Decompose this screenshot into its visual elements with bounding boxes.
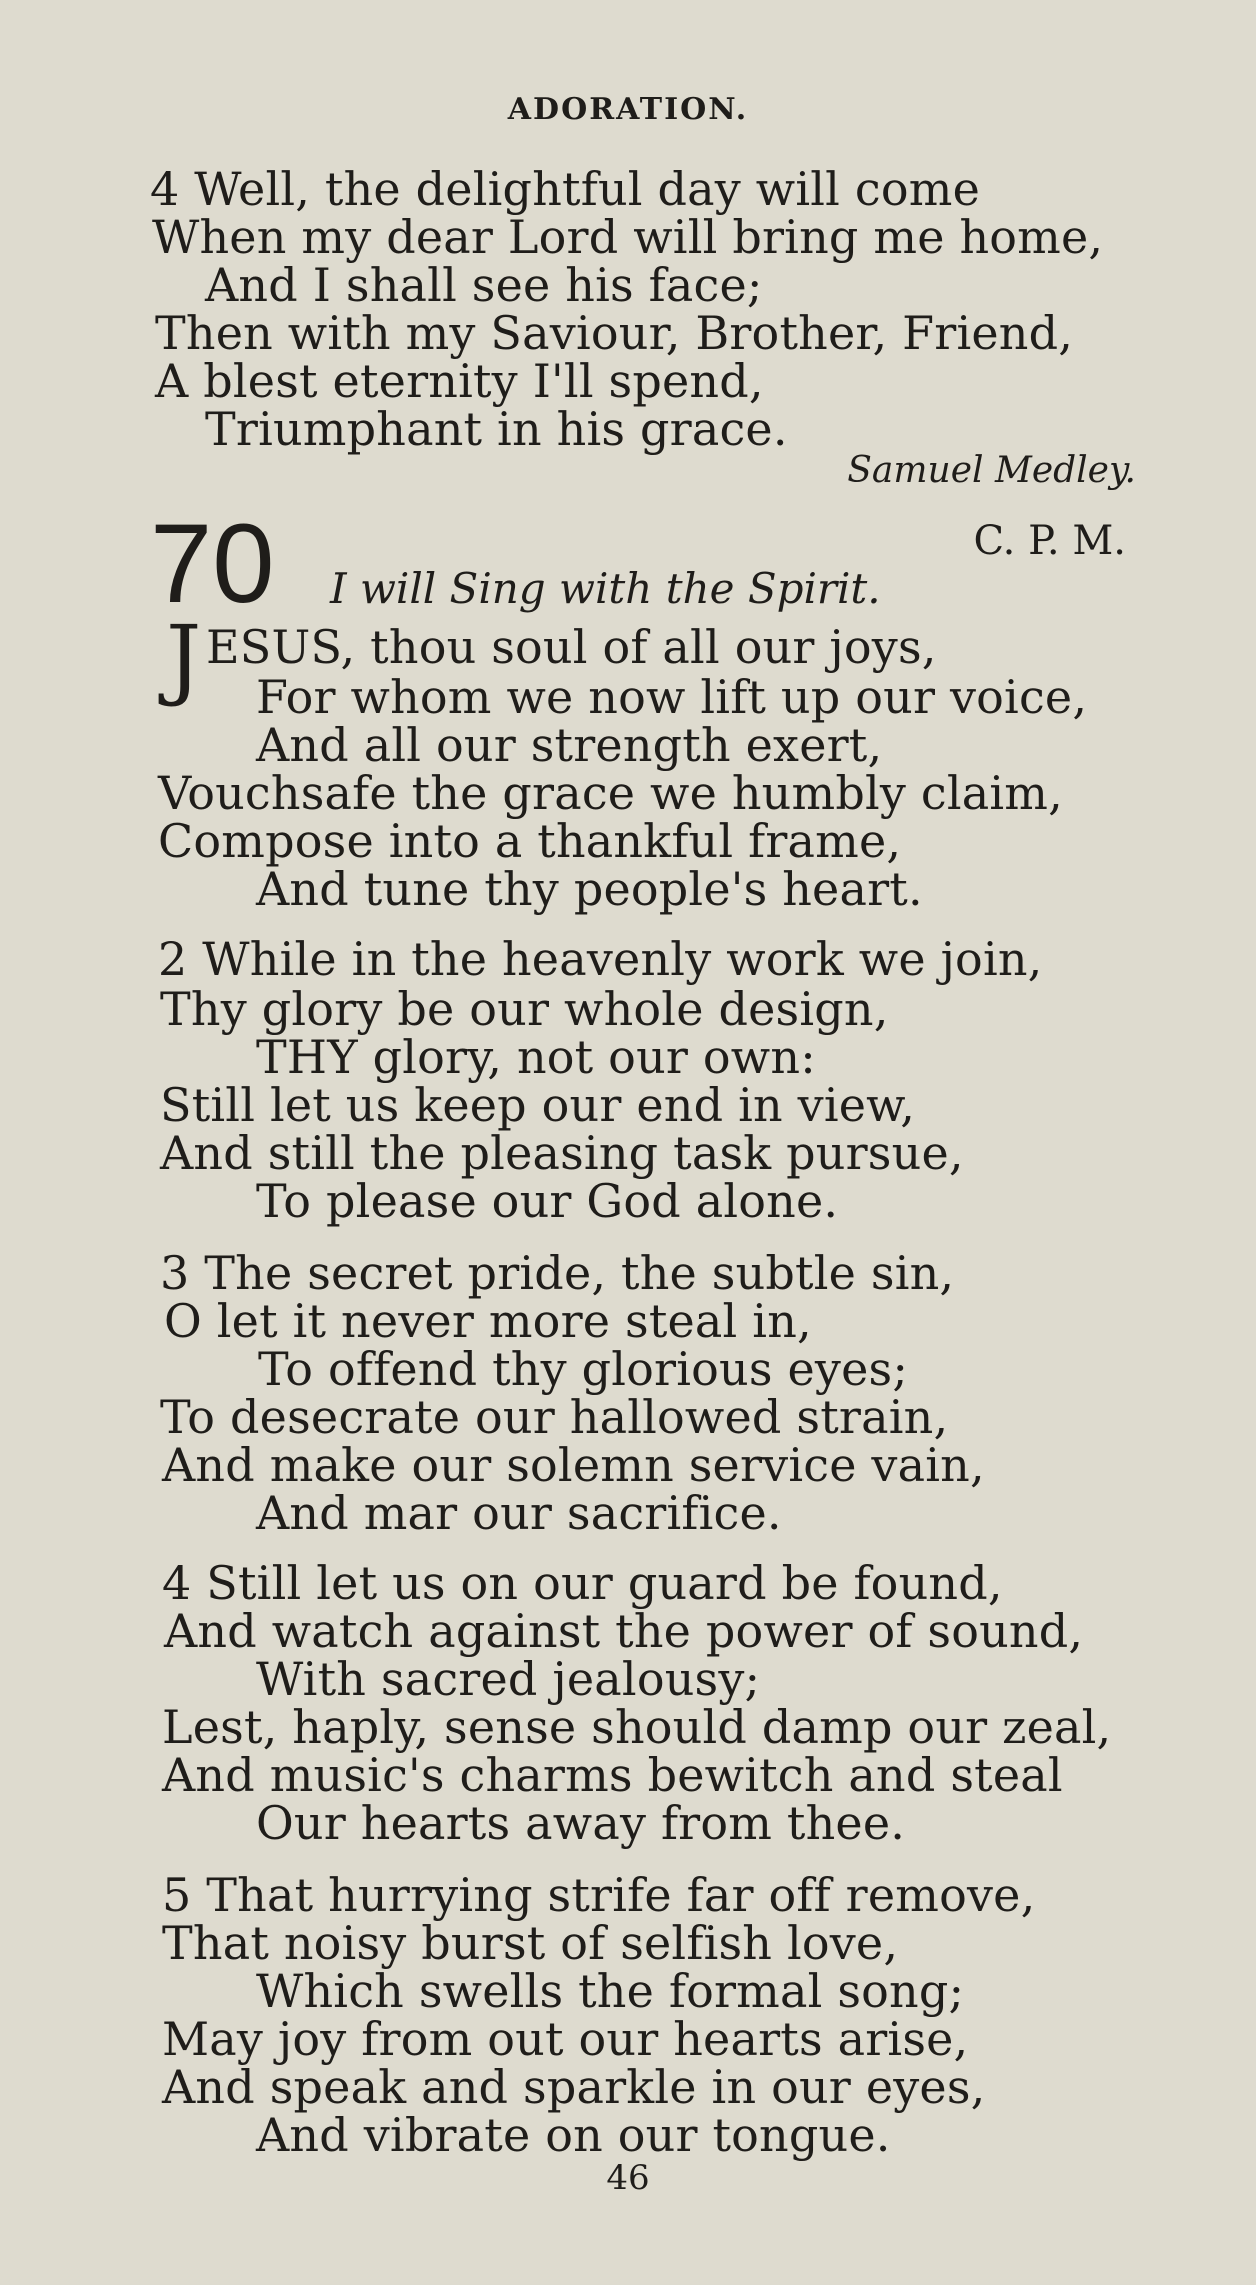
stanza-3-line: To offend thy glorious eyes; [258, 1342, 909, 1396]
previous-hymn-line: Triumphant in his grace. [205, 402, 788, 456]
hymn-meter: C. P. M. [973, 518, 1126, 564]
stanza-2-line: Thy glory be our whole design, [160, 982, 889, 1036]
stanza-5-line: That noisy burst of selfish love, [162, 1916, 899, 1970]
drop-cap-initial: J [166, 606, 202, 709]
stanza-2-line: And still the pleasing task pursue, [160, 1126, 964, 1180]
stanza-1-line: Compose into a thankful frame, [158, 814, 902, 868]
previous-hymn-line: Then with my Saviour, Brother, Friend, [155, 306, 1074, 360]
stanza-1-line: Vouchsafe the grace we humbly claim, [158, 766, 1063, 820]
stanza-3-line: And mar our sacrifice. [256, 1486, 782, 1540]
page-number: 46 [606, 2158, 650, 2198]
stanza-5-line: And speak and sparkle in our eyes, [162, 2060, 986, 2114]
previous-hymn-line: 4 Well, the delightful day will come [150, 162, 981, 216]
previous-hymn-line: When my dear Lord will bring me home, [152, 210, 1104, 264]
stanza-4-line: Our hearts away from thee. [256, 1796, 906, 1850]
stanza-2-line: 2 While in the heavenly work we join, [158, 932, 1043, 986]
stanza-1-line: For whom we now lift up our voice, [256, 670, 1088, 724]
stanza-4-line: And watch against the power of sound, [164, 1604, 1084, 1658]
stanza-4-line: Lest, haply, sense should damp our zeal, [162, 1700, 1112, 1754]
hymn-number: 70 [150, 501, 275, 626]
stanza-5-line: And vibrate on our tongue. [256, 2108, 891, 2162]
stanza-2-line: Still let us keep our end in view, [160, 1078, 916, 1132]
stanza-3-line: O let it never more steal in, [164, 1294, 812, 1348]
stanza-3-line: 3 The secret pride, the subtle sin, [160, 1246, 955, 1300]
stanza-2-line: THY glory, not our own: [256, 1030, 816, 1084]
stanza-4-line: With sacred jealousy; [256, 1652, 761, 1706]
stanza-3-line: To desecrate our hallowed strain, [160, 1390, 949, 1444]
stanza-2-line: To please our God alone. [256, 1174, 839, 1228]
stanza-5-line: May joy from out our hearts arise, [162, 2012, 969, 2066]
stanza-4-line: 4 Still let us on our guard be found, [162, 1556, 1003, 1610]
stanza-4-line: And music's charms bewitch and steal [162, 1748, 1063, 1802]
page-heading: ADORATION. [507, 92, 749, 127]
previous-hymn-line: A blest eternity I'll spend, [155, 354, 764, 408]
stanza-5-line: 5 That hurrying strife far off remove, [162, 1868, 1036, 1922]
previous-hymn-author: Samuel Medley. [847, 450, 1136, 491]
previous-hymn-line: And I shall see his face; [205, 258, 763, 312]
stanza-1-line: And all our strength exert, [256, 718, 883, 772]
stanza-1-line: ESUS, thou soul of all our joys, [206, 620, 937, 674]
stanza-5-line: Which swells the formal song; [256, 1964, 965, 2018]
stanza-3-line: And make our solemn service vain, [162, 1438, 985, 1492]
stanza-1-line: And tune thy people's heart. [256, 862, 923, 916]
hymn-title: I will Sing with the Spirit. [330, 564, 881, 613]
